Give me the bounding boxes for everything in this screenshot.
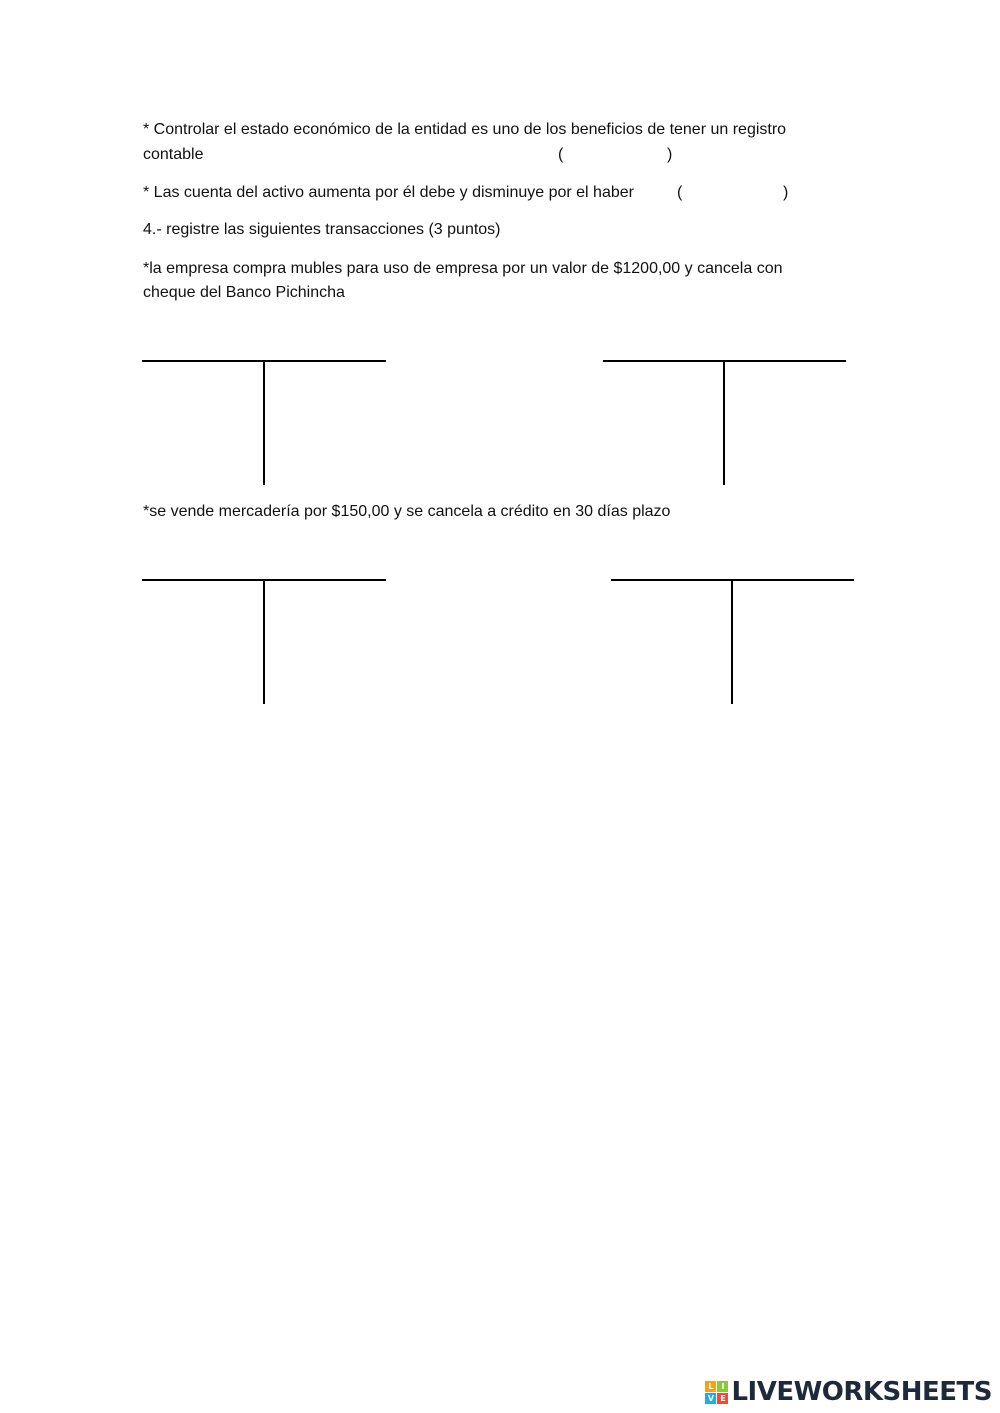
- statement-1-paren-open: (: [558, 146, 564, 163]
- statement-2-paren-open: (: [677, 184, 683, 201]
- logo-wordmark: LIVEWORKSHEETS: [731, 1377, 992, 1407]
- statement-1-answer-input[interactable]: [570, 144, 673, 168]
- t-account-1-title-input[interactable]: [150, 334, 384, 358]
- t-account-2-stem: [723, 361, 725, 485]
- t-account-1-credit-input[interactable]: [272, 372, 381, 396]
- t-account-1-debit-input[interactable]: [150, 372, 259, 396]
- t-account-3-debit-input[interactable]: [150, 591, 259, 615]
- statement-1-paren-close: ): [667, 146, 673, 163]
- statement-2-paren-close: ): [783, 184, 789, 201]
- liveworksheets-logo: [705, 1377, 992, 1407]
- t-account-4-credit-input[interactable]: [740, 591, 849, 615]
- t-account-4-title-input[interactable]: [618, 553, 852, 577]
- transaction-2: *se vende mercadería por $150,00 y se cancela a crédito en 30 días plazo: [143, 503, 671, 520]
- statement-1-line-1: * Controlar el estado económico de la entidad es uno de los beneficios de tener un registro: [143, 121, 787, 138]
- transaction-1-line-2: cheque del Banco Pichincha: [143, 284, 345, 301]
- logo-badge-cell-e: E: [717, 1393, 728, 1404]
- statement-1-line-2: contable: [143, 146, 204, 163]
- t-account-3-title-input[interactable]: [150, 553, 384, 577]
- t-account-4-debit-input[interactable]: [618, 591, 727, 615]
- logo-badge-icon: [705, 1381, 728, 1404]
- logo-badge-cell-v: V: [705, 1393, 716, 1404]
- t-account-1-stem: [263, 361, 265, 485]
- logo-badge-cell-l: L: [705, 1381, 716, 1392]
- t-account-2-credit-input[interactable]: [732, 372, 841, 396]
- t-account-4-stem: [731, 580, 733, 704]
- statement-2: * Las cuenta del activo aumenta por él debe y disminuye por el haber: [143, 184, 634, 201]
- section-4-heading: 4.- registre las siguientes transacciones (3 puntos): [143, 221, 501, 238]
- transaction-1-line-1: *la empresa compra mubles para uso de empresa por un valor de $1200,00 y cancela con: [143, 260, 783, 277]
- logo-badge-cell-i: I: [717, 1381, 728, 1392]
- t-account-3-stem: [263, 580, 265, 704]
- statement-2-answer-input[interactable]: [690, 182, 789, 206]
- t-account-2-debit-input[interactable]: [610, 372, 719, 396]
- t-account-2-title-input[interactable]: [610, 334, 844, 358]
- t-account-3-credit-input[interactable]: [272, 591, 381, 615]
